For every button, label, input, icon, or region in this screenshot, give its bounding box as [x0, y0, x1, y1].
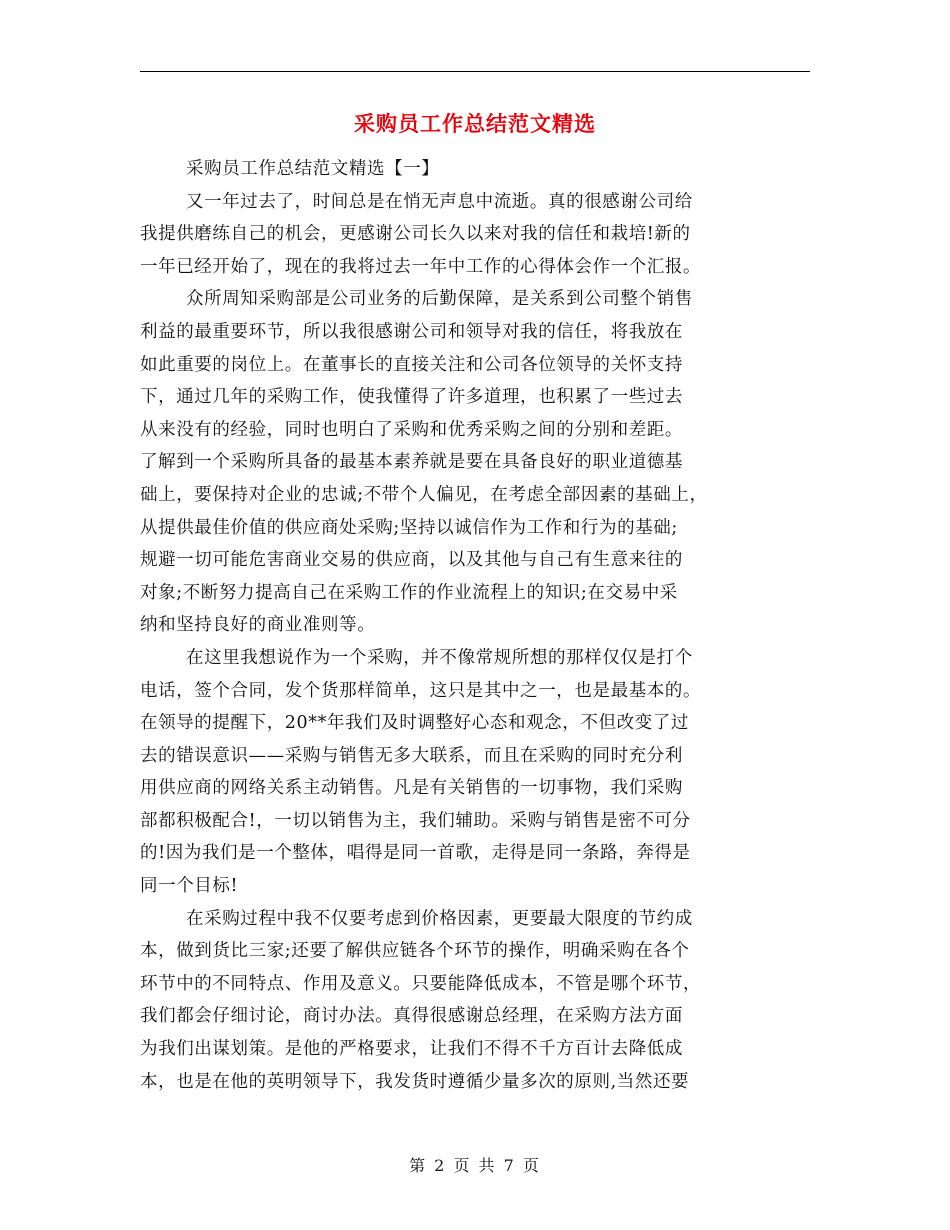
document-title: 采购员工作总结范文精选 [354, 112, 596, 136]
body-line: 本，做到货比三家;还要了解供应链各个环节的操作，明确采购在各个 [140, 941, 690, 962]
body-line: 如此重要的岗位上。在董事长的直接关注和公司各位领导的关怀支持 [140, 354, 683, 375]
body-line: 规避一切可能危害商业交易的供应商，以及其他与自己有生意来往的 [140, 550, 683, 571]
body-line: 又一年过去了，时间总是在悄无声息中流逝。真的很感谢公司给 [186, 191, 693, 212]
body-line: 的!因为我们是一个整体，唱得是同一首歌，走得是同一条路，奔得是 [140, 843, 691, 864]
body-line: 采购员工作总结范文精选【一】 [186, 159, 440, 179]
document-body [140, 153, 810, 1098]
body-line: 下，通过几年的采购工作，使我懂得了许多道理，也积累了一些过去 [140, 387, 683, 408]
body-line: 用供应商的网络关系主动销售。凡是有关销售的一切事物，我们采购 [140, 778, 683, 799]
body-line: 众所周知采购部是公司业务的后勤保障，是关系到公司整个销售 [186, 289, 693, 310]
body-line: 我们都会仔细讨论，商讨办法。真得很感谢总经理，在采购方法方面 [140, 1006, 683, 1027]
body-line: 了解到一个采购所具备的最基本素养就是要在具备良好的职业道德基 [140, 452, 683, 473]
body-line: 利益的最重要环节，所以我很感谢公司和领导对我的信任，将我放在 [140, 321, 683, 342]
body-line: 在采购过程中我不仅要考虑到价格因素，更要最大限度的节约成 [186, 908, 693, 929]
body-line: 本，也是在他的英明领导下，我发货时遵循少量多次的原则,当然还要 [140, 1071, 690, 1092]
body-line: 在领导的提醒下，20**年我们及时调整好心态和观念，不但改变了过 [140, 713, 689, 734]
body-line: 电话，签个合同，发个货那样简单，这只是其中之一，也是最基本的。 [140, 680, 702, 701]
body-line: 在这里我想说作为一个采购，并不像常规所想的那样仅仅是打个 [186, 647, 693, 668]
body-line: 对象;不断努力提高自己在采购工作的作业流程上的知识;在交易中采 [140, 582, 678, 603]
body-line: 从来没有的经验，同时也明白了采购和优秀采购之间的分别和差距。 [140, 419, 683, 440]
header-rule [140, 71, 810, 72]
body-line: 去的错误意识——采购与销售无多大联系，而且在采购的同时充分利 [140, 745, 683, 766]
page-number-footer: 第 2 页 共 7 页 [409, 1156, 541, 1175]
body-line: 部都积极配合!，一切以销售为主，我们辅助。采购与销售是密不可分 [140, 810, 691, 831]
body-line: 纳和坚持良好的商业准则等。 [140, 615, 376, 636]
body-line: 一年已经开始了，现在的我将过去一年中工作的心得体会作一个汇报。 [140, 256, 702, 277]
body-line: 同一个目标! [140, 876, 239, 897]
body-line: 环节中的不同特点、作用及意义。只要能降低成本，不管是哪个环节， [140, 973, 702, 994]
body-line: 础上，要保持对企业的忠诚;不带个人偏见，在考虑全部因素的基础上， [140, 484, 708, 505]
body-line: 我提供磨练自己的机会，更感谢公司长久以来对我的信任和栽培!新的 [140, 224, 691, 245]
body-line: 从提供最佳价值的供应商处采购;坚持以诚信作为工作和行为的基础; [140, 517, 678, 538]
body-line: 为我们出谋划策。是他的严格要求，让我们不得不千方百计去降低成 [140, 1039, 683, 1060]
